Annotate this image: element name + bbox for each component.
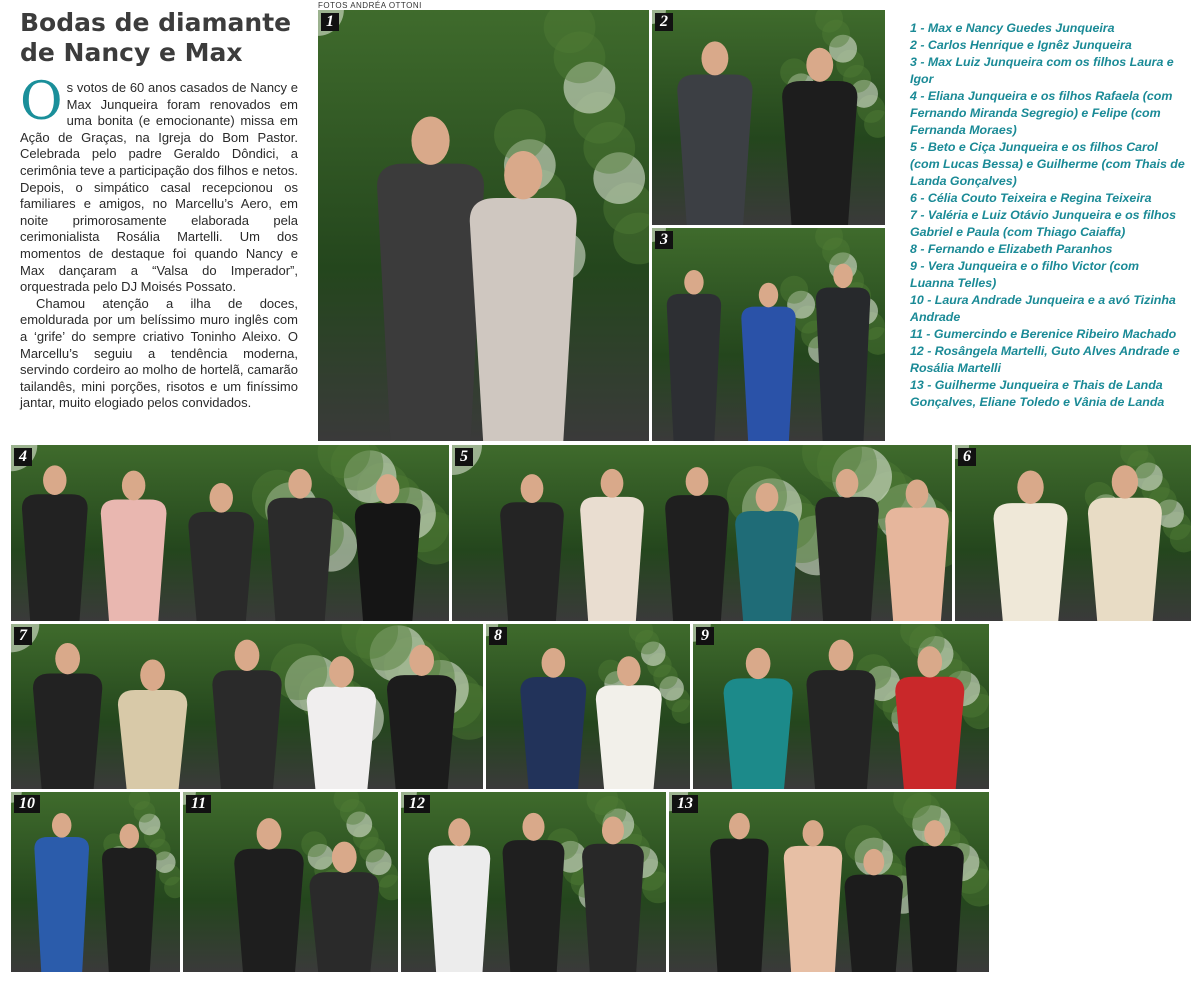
person-silhouette — [816, 264, 870, 441]
caption-1: 1 - Max e Nancy Guedes Junqueira — [910, 21, 1115, 35]
photo-12 — [401, 792, 666, 972]
photo-1 — [318, 10, 649, 441]
photo-number: 4 — [14, 448, 32, 466]
photo-number: 8 — [489, 627, 507, 645]
photo-number: 9 — [696, 627, 714, 645]
caption-4: 4 - Eliana Junqueira e os filhos Rafaela (com Fernando Miranda Segregio) e Felipe (com Fernanda Moraes) — [910, 89, 1173, 137]
photo-image — [401, 792, 666, 972]
photo-number: 2 — [655, 13, 673, 31]
article-body — [20, 72, 298, 412]
drop-cap: O — [20, 72, 63, 132]
photo-3 — [652, 228, 885, 441]
article-paragraph-2: Chamou atenção a ilha de doces, emoldurada por um belíssimo muro inglês com a ‘grife’ do sempre criativo Toninho Aleixo. O Marcellu’s seguiu a tendência moderna, servindo cordeiro ao molho de hortelã, camarão tailandês, mini porções, risotos e um finíssimo jantar, muito elogiado pelos convidados. — [20, 295, 298, 411]
photo-4 — [11, 445, 449, 621]
photo-image — [652, 10, 885, 225]
photo-7 — [11, 624, 483, 789]
photo-number: 12 — [404, 795, 430, 813]
photo-image — [486, 624, 690, 789]
caption-11: 11 - Gumercindo e Berenice Ribeiro Machado — [910, 327, 1177, 341]
photo-image — [693, 624, 989, 789]
photo-credit: FOTOS ANDRÉA OTTONI — [318, 1, 422, 10]
foliage-decoration — [780, 276, 808, 304]
photo-13 — [669, 792, 989, 972]
photo-11 — [183, 792, 398, 972]
photo-6 — [955, 445, 1191, 621]
caption-12: 12 - Rosângela Martelli, Guto Alves Andrade e Rosália Martelli — [910, 344, 1180, 375]
photo-image — [183, 792, 398, 972]
caption-9: 9 - Vera Junqueira e o filho Victor (com Luanna Telles) — [910, 259, 1140, 290]
photo-9 — [693, 624, 989, 789]
photo-5 — [452, 445, 952, 621]
photo-image — [11, 445, 449, 621]
photo-image — [955, 445, 1191, 621]
caption-13: 13 - Guilherme Junqueira e Thais de Landa Gonçalves, Eliane Toledo e Vânia de Landa — [910, 378, 1165, 409]
caption-6: 6 - Célia Couto Teixeira e Regina Teixeira — [910, 191, 1152, 205]
caption-10: 10 - Laura Andrade Junqueira e a avó Tizinha Andrade — [910, 293, 1176, 324]
photo-image — [11, 624, 483, 789]
photo-captions — [910, 20, 1185, 411]
caption-3: 3 - Max Luiz Junqueira com os filhos Laura e Igor — [910, 55, 1174, 86]
foliage-decoration — [301, 831, 327, 857]
photo-number: 3 — [655, 231, 673, 249]
photo-number: 6 — [958, 448, 976, 466]
person-silhouette — [667, 270, 721, 441]
photo-number: 5 — [455, 448, 473, 466]
photo-image — [318, 10, 649, 441]
photo-number: 1 — [321, 13, 339, 31]
photo-number: 7 — [14, 627, 32, 645]
photo-image — [452, 445, 952, 621]
photo-8 — [486, 624, 690, 789]
photo-image — [652, 228, 885, 441]
photo-image — [11, 792, 180, 972]
article-paragraph-1-text: s votos de 60 anos casados de Nancy e Max Junqueira foram renovados em uma bonita (e emocionante) missa em Ação de Graças, na Igreja do Bom Pastor. Celebrada pelo padre Geraldo Dôndici, a cerimônia teve a participação dos filhos e netos. Depois, o simpático casal recepcionou os familiares e amigos, no Marcellu’s Aero, em noite primorosamente elaborada pela cerimonialista Rosália Martelli. Um dos momentos de destaque foi quando Nancy e Max dançaram a “Valsa do Imperador”, orquestrada pelo DJ Moisés Possato. — [20, 80, 298, 295]
caption-2: 2 - Carlos Henrique e Ignêz Junqueira — [910, 38, 1132, 52]
caption-5: 5 - Beto e Ciça Junqueira e os filhos Carol (com Lucas Bessa) e Guilherme (com Thais de Landa Gonçalves) — [910, 140, 1185, 188]
photo-image — [669, 792, 989, 972]
photo-10 — [11, 792, 180, 972]
caption-8: 8 - Fernando e Elizabeth Paranhos — [910, 242, 1113, 256]
photo-number: 13 — [672, 795, 698, 813]
article-paragraph-1 — [20, 72, 298, 296]
photo-number: 11 — [186, 795, 211, 813]
photo-2 — [652, 10, 885, 225]
photo-number: 10 — [14, 795, 40, 813]
caption-7: 7 - Valéria e Luiz Otávio Junqueira e os filhos Gabriel e Paula (com Thiago Caiaffa) — [910, 208, 1177, 239]
person-silhouette — [377, 116, 484, 441]
article-title: Bodas de diamante de Nancy e Max — [20, 8, 292, 67]
